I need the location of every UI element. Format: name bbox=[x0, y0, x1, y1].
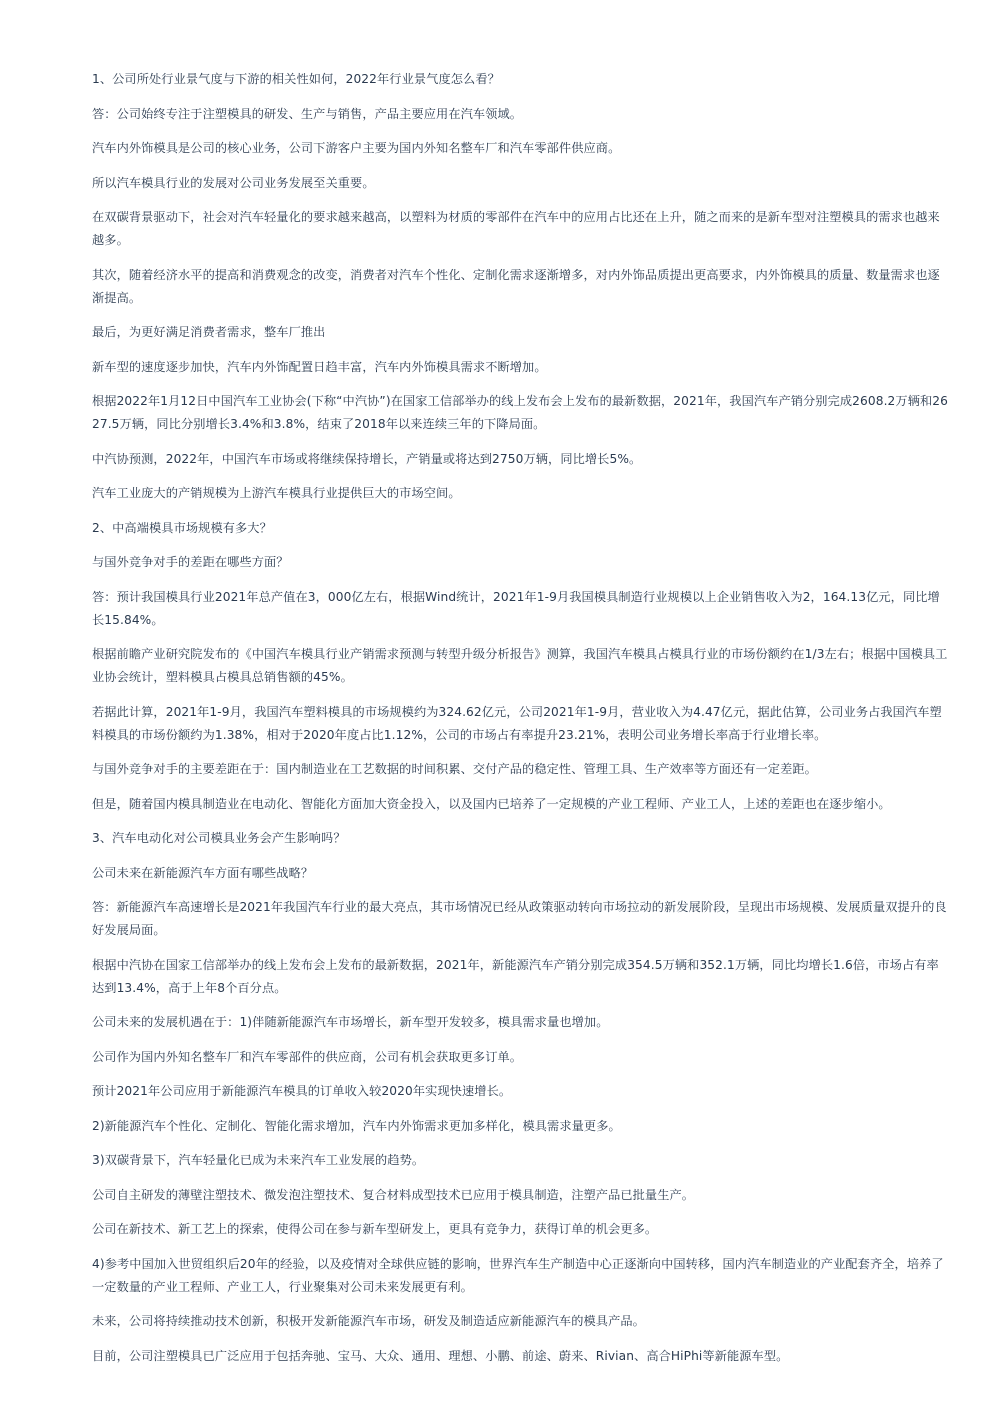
body-paragraph: 汽车内外饰模具是公司的核心业务，公司下游客户主要为国内外知名整车厂和汽车零部件供应商。 bbox=[92, 141, 621, 155]
body-paragraph: 公司自主研发的薄壁注塑技术、微发泡注塑技术、复合材料成型技术已应用于模具制造，注塑产品已批量生产。 bbox=[92, 1187, 695, 1202]
question-3: 3、汽车电动化对公司模具业务会产生影响吗？ bbox=[92, 831, 346, 845]
body-paragraph: 在双碳背景驱动下，社会对汽车轻量化的要求越来越高，以塑料为材质的零部件在汽车中的应用占比还在上升，随之而来的是新车型对注塑模具的需求也越来越多。 bbox=[92, 210, 940, 247]
body-paragraph: 3)双碳背景下，汽车轻量化已成为未来汽车工业发展的趋势。 bbox=[92, 1153, 425, 1167]
body-paragraph: 新车型的速度逐步加快，汽车内外饰配置日趋丰富，汽车内外饰模具需求不断增加。 bbox=[92, 359, 547, 374]
body-paragraph: 最后，为更好满足消费者需求，整车厂推出 bbox=[92, 325, 326, 339]
body-paragraph: 公司未来的发展机遇在于：1)伴随新能源汽车市场增长，新车型开发较多，模具需求量也增加。 bbox=[92, 1015, 609, 1029]
body-paragraph: 预计2021年公司应用于新能源汽车模具的订单收入较2020年实现快速增长。 bbox=[92, 1084, 512, 1098]
body-paragraph: 根据2022年1月12日中国汽车工业协会(下称“中汽协”)在国家工信部举办的线上发布会上发布的最新数据，2021年，我国汽车产销分别完成2608.2万辆和2627.5万辆，同比分别增长3.4%和3.8%，结束了2018年以来连续三年的下降局面。 bbox=[92, 394, 948, 431]
body-paragraph: 4)参考中国加入世贸组织后20年的经验，以及疫情对全球供应链的影响，世界汽车生产制造中心正逐渐向中国转移，国内汽车制造业的产业配套齐全，培养了一定数量的产业工程师、产业工人，行业聚集对公司未来发展更有利。 bbox=[92, 1256, 944, 1294]
body-paragraph: 根据前瞻产业研究院发布的《中国汽车模具行业产销需求预测与转型升级分析报告》测算，我国汽车模具占模具行业的市场份额约在1/3左右；根据中国模具工业协会统计，塑料模具占模具总销售额的45%。 bbox=[92, 647, 948, 684]
body-paragraph: 其次，随着经济水平的提高和消费观念的改变，消费者对汽车个性化、定制化需求逐渐增多，对内外饰品质提出更高要求，内外饰模具的质量、数量需求也逐渐提高。 bbox=[92, 267, 940, 305]
answer-paragraph: 答：公司始终专注于注塑模具的研发、生产与销售，产品主要应用在汽车领域。 bbox=[92, 106, 523, 121]
body-paragraph: 但是，随着国内模具制造业在电动化、智能化方面加大资金投入，以及国内已培养了一定规模的产业工程师、产业工人，上述的差距也在逐步缩小。 bbox=[92, 796, 891, 811]
document-body bbox=[92, 68, 948, 1379]
answer-paragraph: 答：新能源汽车高速增长是2021年我国汽车行业的最大亮点，其市场情况已经从政策驱动转向市场拉动的新发展阶段，呈现出市场规模、发展质量双提升的良好发展局面。 bbox=[92, 900, 947, 937]
body-paragraph: 汽车工业庞大的产销规模为上游汽车模具行业提供巨大的市场空间。 bbox=[92, 486, 461, 500]
body-paragraph: 若据此计算，2021年1-9月，我国汽车塑料模具的市场规模约为324.62亿元，公司2021年1-9月，营业收入为4.47亿元，据此估算，公司业务占我国汽车塑料模具的市场份额约为1.38%，相对于2020年度占比1.12%，公司的市场占有率提升23.21%，表明公司业务增长率高于行业增长率。 bbox=[92, 704, 942, 742]
body-paragraph: 公司作为国内外知名整车厂和汽车零部件的供应商，公司有机会获取更多订单。 bbox=[92, 1049, 523, 1064]
question-1: 1、公司所处行业景气度与下游的相关性如何，2022年行业景气度怎么看？ bbox=[92, 72, 500, 86]
question-2: 2、中高端模具市场规模有多大？ bbox=[92, 520, 272, 535]
body-paragraph: 根据中汽协在国家工信部举办的线上发布会上发布的最新数据，2021年，新能源汽车产销分别完成354.5万辆和352.1万辆，同比均增长1.6倍，市场占有率达到13.4%，高于上年8个百分点。 bbox=[92, 957, 939, 995]
body-paragraph: 所以汽车模具行业的发展对公司业务发展至关重要。 bbox=[92, 175, 375, 190]
question-3-followup: 公司未来在新能源汽车方面有哪些战略？ bbox=[92, 865, 314, 880]
body-paragraph: 与国外竞争对手的主要差距在于：国内制造业在工艺数据的时间积累、交付产品的稳定性、管理工具、生产效率等方面还有一定差距。 bbox=[92, 762, 817, 776]
question-2-followup: 与国外竞争对手的差距在哪些方面？ bbox=[92, 555, 289, 569]
body-paragraph: 中汽协预测，2022年，中国汽车市场或将继续保持增长，产销量或将达到2750万辆，同比增长5%。 bbox=[92, 451, 642, 466]
body-paragraph: 未来，公司将持续推动技术创新，积极开发新能源汽车市场，研发及制造适应新能源汽车的模具产品。 bbox=[92, 1314, 645, 1328]
body-paragraph: 目前，公司注塑模具已广泛应用于包括奔驰、宝马、大众、通用、理想、小鹏、前途、蔚来、Rivian、高合HiPhi等新能源车型。 bbox=[92, 1348, 789, 1363]
body-paragraph: 公司在新技术、新工艺上的探索，使得公司在参与新车型研发上，更具有竞争力，获得订单的机会更多。 bbox=[92, 1222, 658, 1236]
body-paragraph: 2)新能源汽车个性化、定制化、智能化需求增加，汽车内外饰需求更加多样化，模具需求量更多。 bbox=[92, 1118, 621, 1133]
answer-paragraph: 答：预计我国模具行业2021年总产值在3，000亿左右，根据Wind统计，2021年1-9月我国模具制造行业规模以上企业销售收入为2，164.13亿元，同比增长15.84%。 bbox=[92, 589, 940, 627]
